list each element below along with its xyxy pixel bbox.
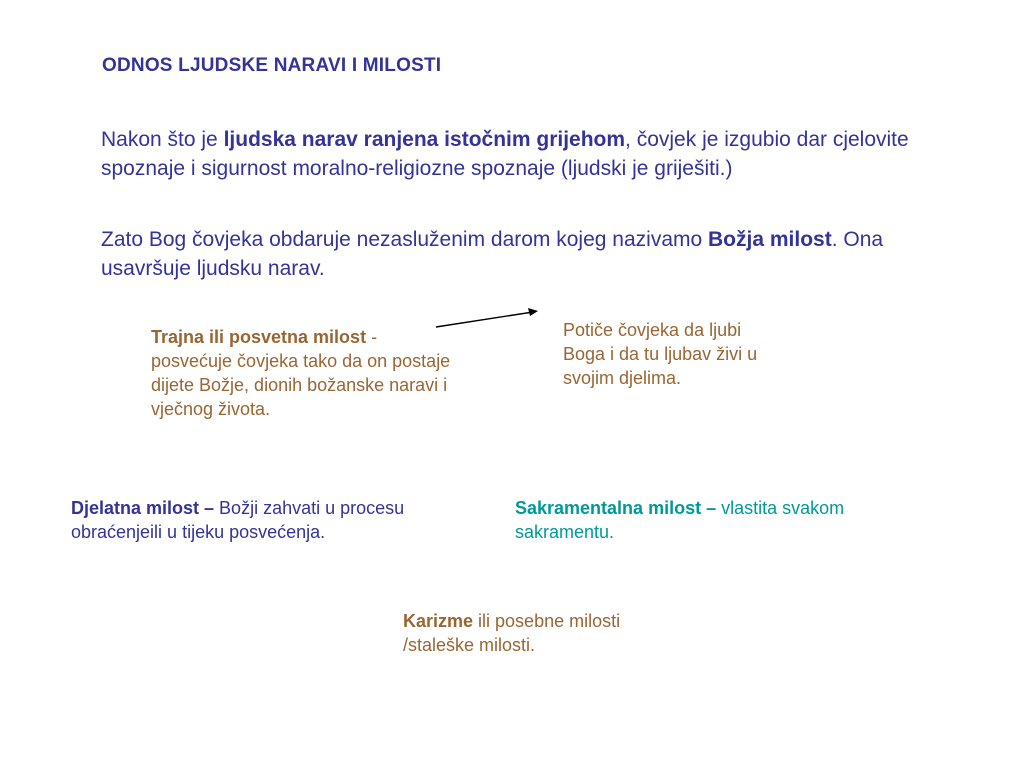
trajna-milost-text: - posvećuje čovjeka tako da on postaje dijete Božje, dionih božanske naravi i vječnog života. xyxy=(151,327,451,419)
paragraph-original-sin-text-after: , čovjek je izgubio dar cjelovite spoznaje i sigurnost moralno-religiozne spoznaje (ljudski je griješiti.) xyxy=(101,128,909,180)
paragraph-grace xyxy=(101,226,951,283)
paragraph-original-sin-text-before: Nakon što je xyxy=(101,128,224,151)
djelatna-milost-text: Božji zahvati u procesu obraćenjeili u tijeku posvećenja. xyxy=(71,498,405,542)
paragraph-grace-text-before: Zato Bog čovjeka obdaruje nezasluženim darom kojeg nazivamo xyxy=(101,228,709,251)
sakramentalna-milost-box xyxy=(515,496,855,544)
djelatna-milost-heading: Djelatna milost – xyxy=(71,498,215,518)
slide-title: ODNOS LJUDSKE NARAVI I MILOSTI xyxy=(102,55,442,76)
potice-box: Potiče čovjeka da ljubi Boga i da tu ljubav živi u svojim djelima. xyxy=(563,320,758,388)
karizme-box xyxy=(403,609,648,657)
paragraph-original-sin-bold: ljudska narav ranjena istočnim grijehom xyxy=(223,128,626,151)
sakramentalna-milost-text: vlastita svakom sakramentu. xyxy=(515,498,845,542)
paragraph-original-sin xyxy=(101,126,951,183)
arrow-right-icon xyxy=(430,300,550,340)
paragraph-grace-text-after: . Ona usavršuje ljudsku narav. xyxy=(101,228,884,280)
trajna-milost-box xyxy=(151,325,456,421)
paragraph-grace-bold: Božja milost xyxy=(708,228,832,251)
sakramentalna-milost-heading: Sakramentalna milost – xyxy=(515,498,717,518)
karizme-text: ili posebne milosti /staleške milosti. xyxy=(403,611,621,655)
karizme-heading: Karizme xyxy=(403,611,474,631)
trajna-milost-heading: Trajna ili posvetna milost xyxy=(151,327,367,347)
djelatna-milost-box xyxy=(71,496,416,544)
